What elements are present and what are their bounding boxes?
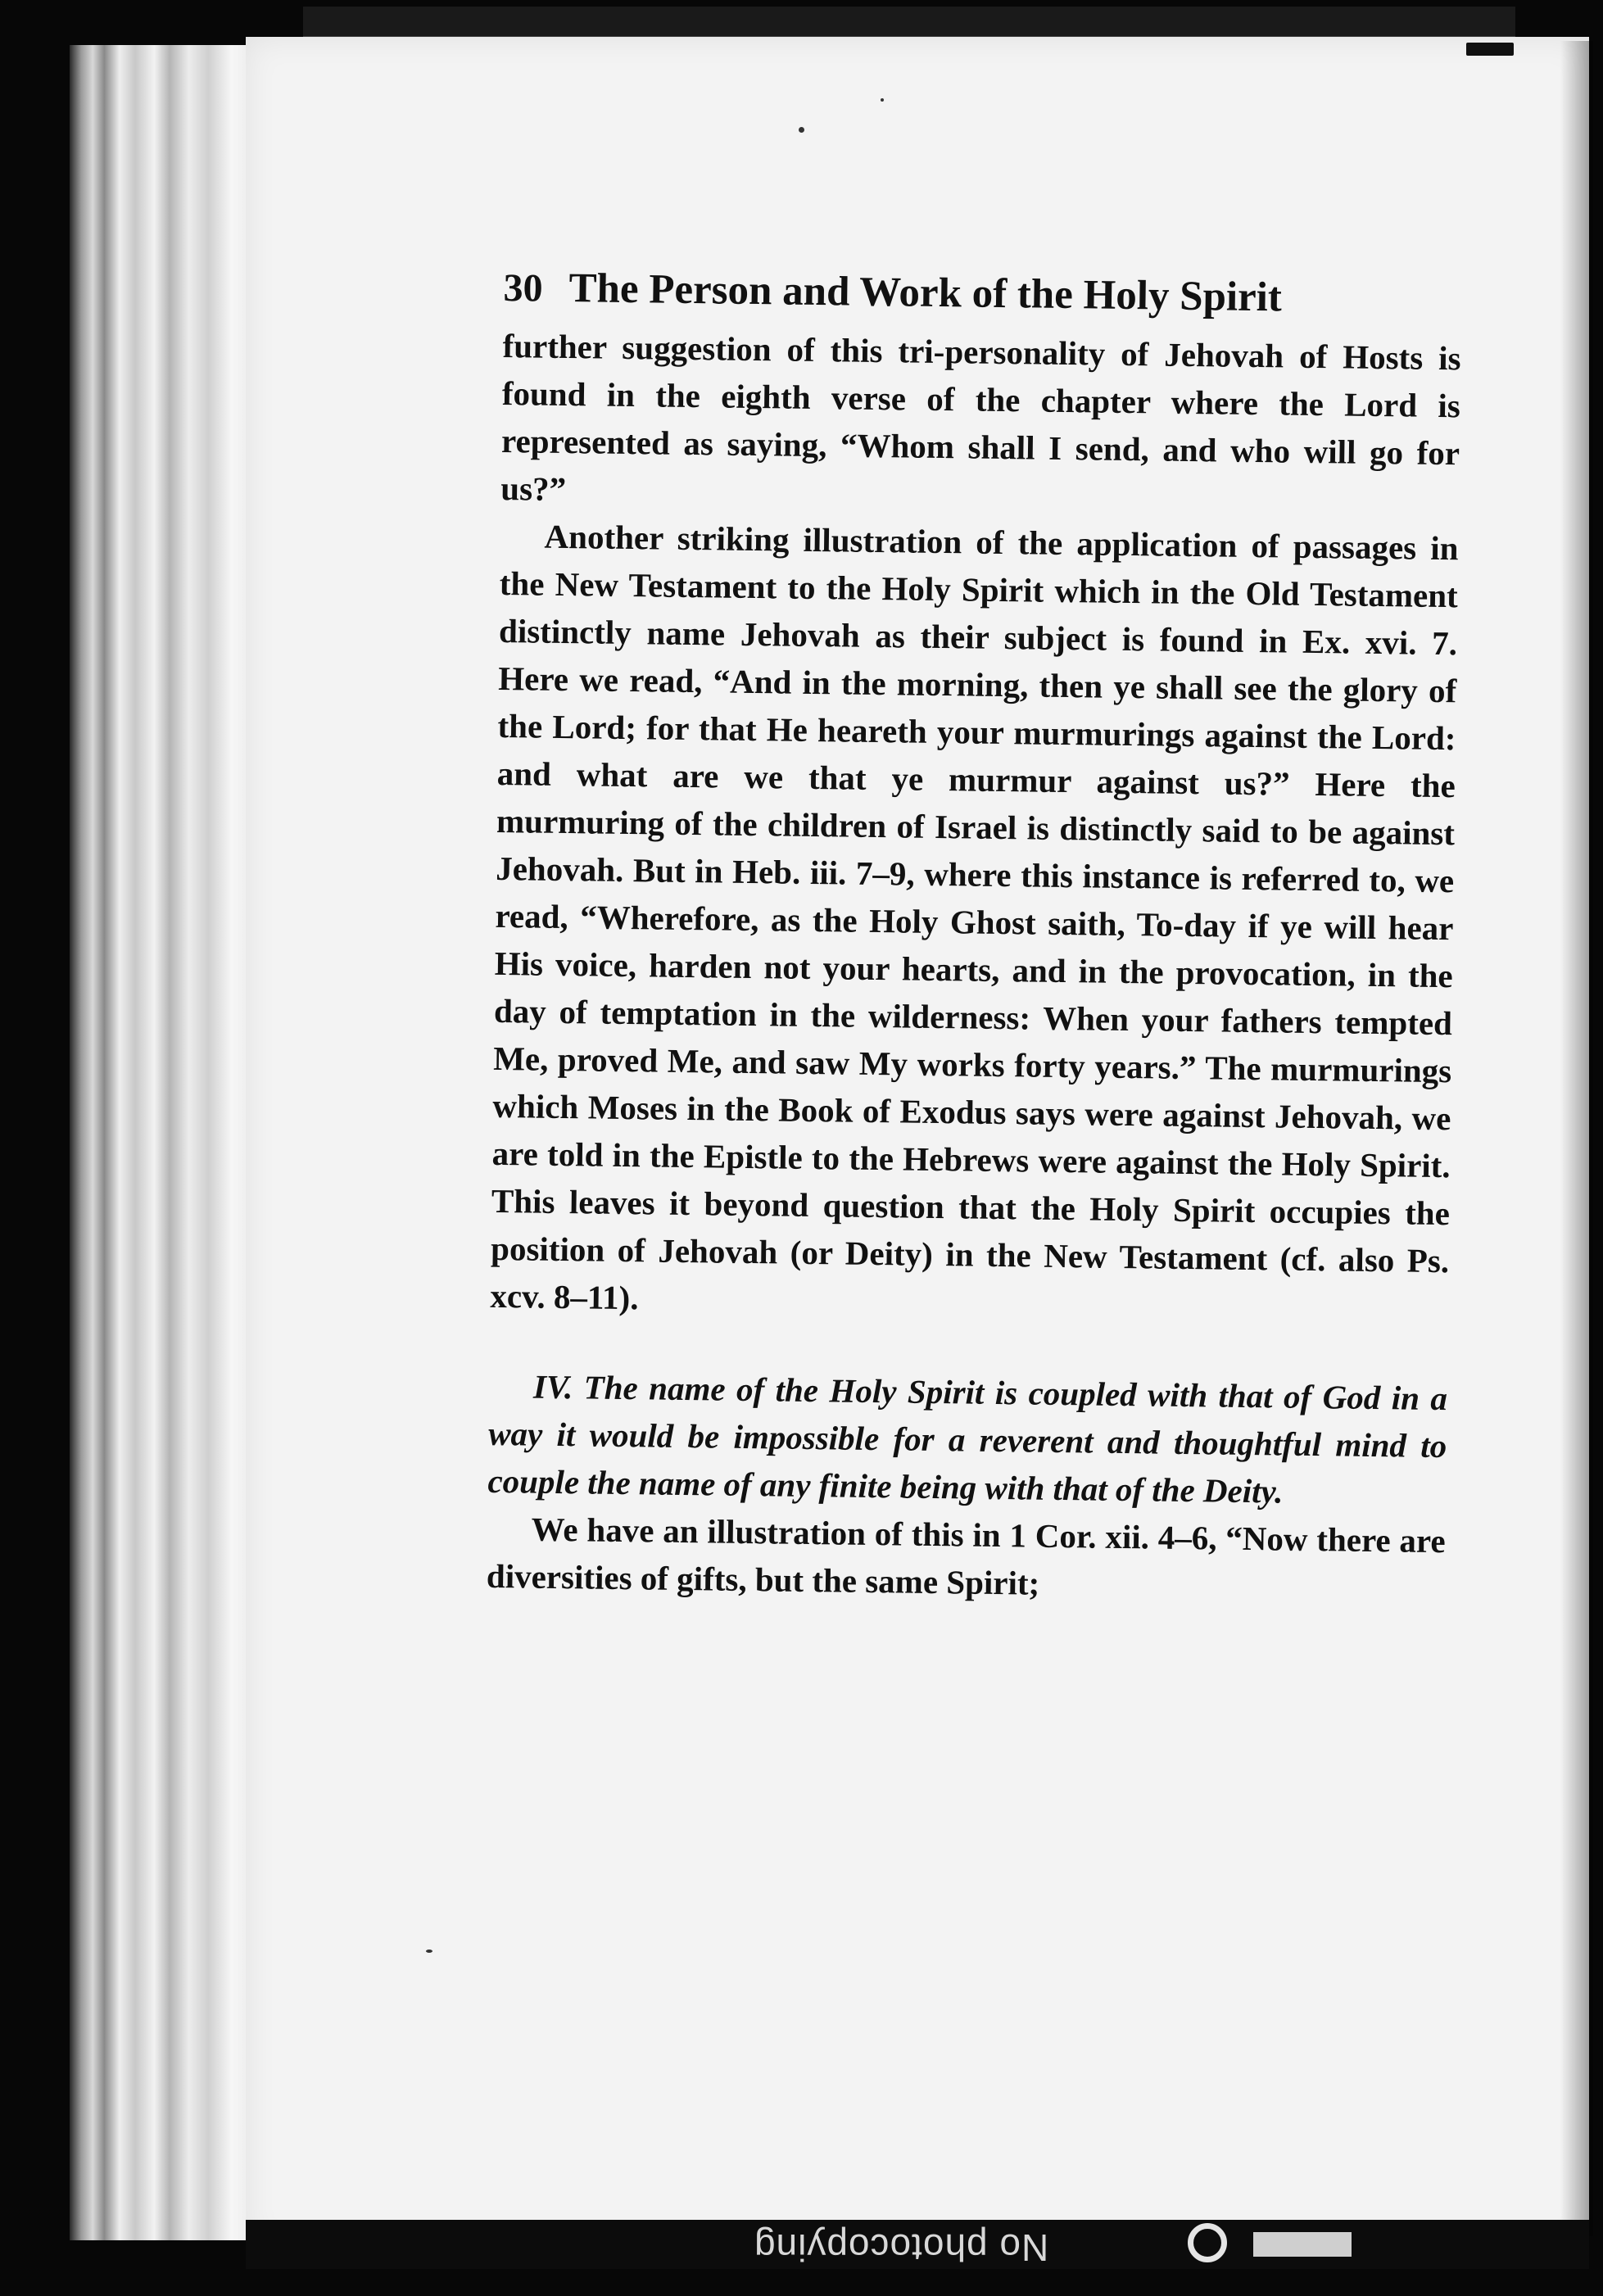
book-title-header: The Person and Work of the Holy Spirit	[568, 265, 1283, 321]
footer-tab-mark	[1253, 2232, 1352, 2257]
book-page-edges	[70, 45, 262, 2240]
running-head	[503, 260, 1462, 328]
mirrored-footer-label: No photocopying	[754, 2226, 1049, 2269]
dust-speck	[426, 1950, 432, 1953]
paragraph-corinthians: We have an illustration of this in 1 Cor. xii. 4–6, “Now there are diversities of gifts, but the same Spirit;	[486, 1510, 1446, 1602]
top-scan-strip	[303, 7, 1515, 38]
page-text	[487, 260, 1462, 1612]
paragraph-continuation: further suggestion of this tri-personality of Jehovah of Hosts is found in the eighth verse of the chapter where the Lord is represented as saying, “Whom shall I send, and who will go for us?”	[500, 326, 1461, 509]
paragraph-exodus-illustration: Another striking illustration of the application of passages in the New Testament to the Holy Spirit which in the Old Testament distinctly name Jehovah as their subject is found in Ex. xvi. 7. Here we read, “And in the morning, then ye shall see the glory of the Lord; for that He heareth your murmurings against the Lord: and what are we that ye murmur against us?” Here the murmuring of the children of Israel is distinctly said to be against Jehovah. But in Heb. iii. 7–9, where this instance is referred to, we read, “Wherefore, as the Holy Ghost saith, To-day if ye will hear His voice, harden not your hearts, and in the provocation, in the day of temptation in the wilderness: When your fathers tempted Me, proved Me, and saw My works forty years.” The murmurings which Moses in the Book of Exodus says were against Jehovah, we are told in the Epistle to the Hebrews were against the Holy Spirit. This leaves it beyond question that the Holy Spirit occupies the position of Jehovah (or Deity) in the New Testament (cf. also Ps. xcv. 8–11).	[490, 517, 1459, 1317]
corner-mark	[1466, 43, 1514, 56]
page-number: 30	[503, 265, 543, 310]
dust-speck	[799, 127, 804, 133]
footer-circle-mark	[1188, 2223, 1227, 2262]
dust-speck	[881, 98, 884, 102]
page-shadow	[1560, 41, 1593, 2236]
section-iv-heading: IV. The name of the Holy Spirit is coupled with that of God in a way it would be impossible for a reverent and thoughtful mind to couple the name of any finite being with that of the Deity.	[487, 1367, 1448, 1510]
